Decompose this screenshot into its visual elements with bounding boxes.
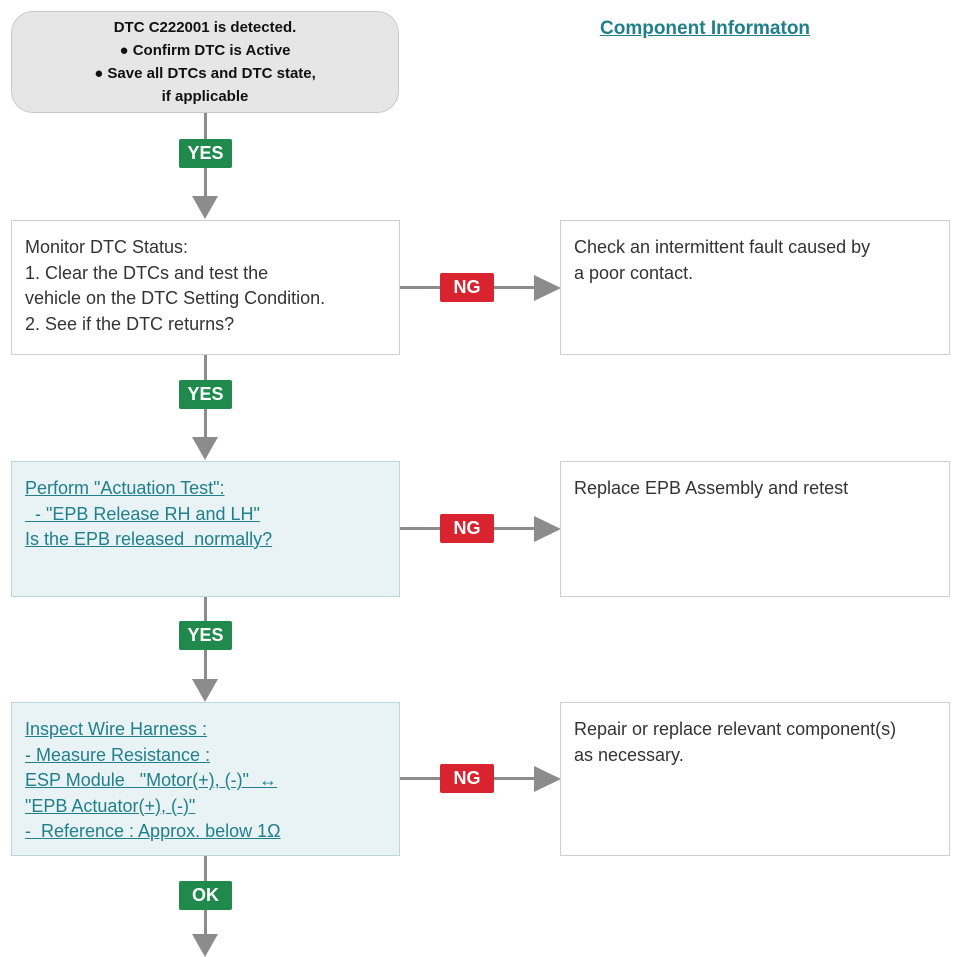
step-3-result-line-2: as necessary.: [574, 744, 684, 765]
yes-badge: YES: [179, 380, 232, 409]
component-information-link[interactable]: Component Informaton: [600, 18, 811, 39]
step-1-line-2: 1. Clear the DTCs and test the: [25, 262, 269, 283]
step-2-result-box: [560, 461, 950, 597]
ng-badge: NG: [440, 764, 494, 793]
step-3-result-box: [560, 702, 950, 856]
start-line-3: ● Save all DTCs and DTC state,: [94, 65, 316, 82]
start-step-box: [11, 11, 399, 113]
arrow-down-icon: [192, 437, 218, 460]
arrow-down-icon: [192, 196, 218, 219]
step-2-line-3[interactable]: Is the EPB released normally?: [25, 529, 273, 549]
step-2-line-1[interactable]: Perform "Actuation Test":: [25, 478, 225, 498]
step-1-box: [11, 220, 400, 355]
step-3-line-5[interactable]: - Reference : Approx. below 1Ω: [25, 821, 281, 841]
step-1-line-3: vehicle on the DTC Setting Condition.: [25, 288, 326, 308]
step-1-result-line-2: a poor contact.: [574, 262, 694, 283]
start-line-4: if applicable: [161, 88, 249, 105]
ok-badge: OK: [179, 881, 232, 910]
arrow-right-icon: [534, 516, 561, 542]
step-1-line-1: Monitor DTC Status:: [25, 237, 189, 257]
step-3-line-2[interactable]: - Measure Resistance :: [25, 744, 211, 765]
step-3-box: [11, 702, 400, 856]
step-2-box: [11, 461, 400, 597]
arrow-down-icon: [192, 679, 218, 702]
step-1-line-4: 2. See if the DTC returns?: [25, 313, 235, 334]
arrow-down-icon: [192, 934, 218, 957]
arrow-right-icon: [534, 275, 561, 301]
yes-badge: YES: [179, 621, 232, 650]
step-3-line-1[interactable]: Inspect Wire Harness :: [25, 719, 208, 739]
ng-badge: NG: [440, 514, 494, 543]
arrow-right-icon: [534, 766, 561, 792]
step-2-result-line-1: Replace EPB Assembly and retest: [574, 478, 849, 498]
step-3-line-4[interactable]: "EPB Actuator(+), (-)": [25, 795, 196, 816]
ng-badge: NG: [440, 273, 494, 302]
start-line-1: DTC C222001 is detected.: [113, 19, 297, 36]
step-1-result-box: [560, 220, 950, 355]
start-line-2: ● Confirm DTC is Active: [119, 42, 291, 59]
step-1-result-line-1: Check an intermittent fault caused by: [574, 237, 871, 257]
step-2-line-2[interactable]: - "EPB Release RH and LH": [25, 503, 260, 524]
yes-badge: YES: [179, 139, 232, 168]
step-3-result-line-1: Repair or replace relevant component(s): [574, 719, 897, 739]
step-3-line-3[interactable]: ESP Module "Motor(+), (-)" ↔: [25, 770, 278, 790]
